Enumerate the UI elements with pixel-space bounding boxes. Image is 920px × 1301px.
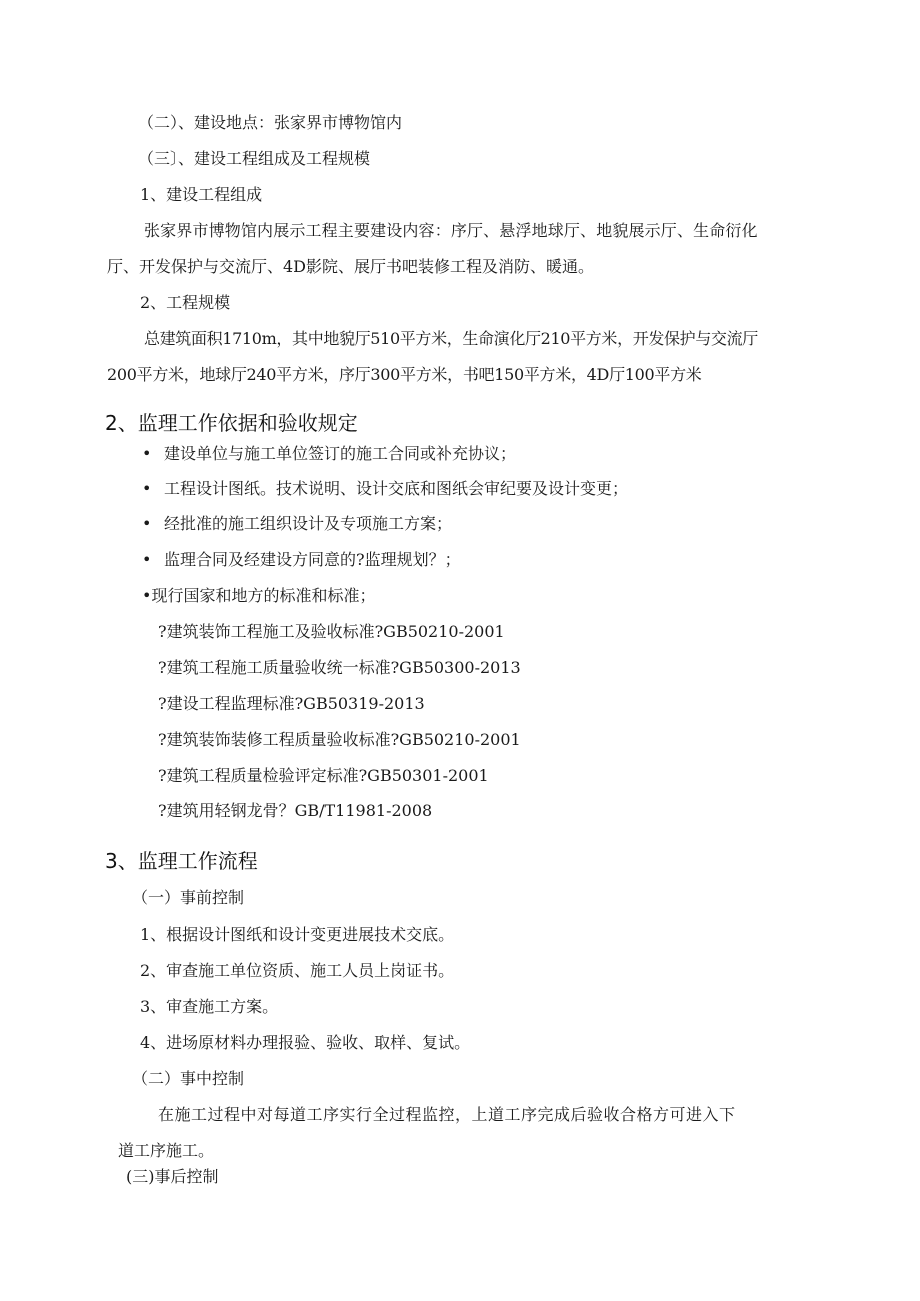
- list-item-text: 经批准的施工组织设计及专项施工方案；: [164, 514, 453, 533]
- composition-body-line1: 张家界市博物馆内展示工程主要建设内容：序厅、悬浮地球厅、地貌展示厅、生命衍化: [144, 221, 758, 240]
- standard-item: ?建筑工程质量检验评定标准?GB50301-2001: [158, 766, 489, 785]
- list-item: [142, 444, 516, 464]
- mid-control-body-line2: 道工序施工。: [118, 1141, 215, 1160]
- list-item: [142, 479, 628, 499]
- scale-body-line1: 总建筑面积1710m，其中地貌厅510平方米，生命演化厅210平方米，开发保护与交流厅: [144, 329, 758, 348]
- composition-subtitle: 1、建设工程组成: [140, 185, 263, 204]
- list-item: [142, 514, 452, 534]
- list-item-text: 监理合同及经建设方同意的?监理规划？；: [164, 550, 461, 569]
- composition-scale-title: （三〕、建设工程组成及工程规模: [138, 149, 371, 168]
- mid-control-title: （二）事中控制: [132, 1069, 245, 1088]
- list-item-text: 建设单位与施工单位签订的施工合同或补充协议；: [164, 444, 517, 463]
- list-item: [142, 550, 461, 570]
- list-item: 1、根据设计图纸和设计变更进展技术交底。: [140, 925, 455, 944]
- standard-item: ?建筑装饰装修工程质量验收标准?GB50210-2001: [158, 730, 521, 749]
- construction-location: （二）、建设地点：张家界市博物馆内: [138, 113, 403, 132]
- standard-item: ?建筑工程施工质量验收统一标准?GB50300-2013: [158, 658, 521, 677]
- standard-item: ?建筑装饰工程施工及验收标准?GB50210-2001: [158, 622, 505, 641]
- bullet-icon: •: [142, 479, 152, 498]
- bullet-icon: •: [142, 550, 152, 569]
- list-item: 4、进场原材料办理报验、验收、取样、复试。: [140, 1033, 471, 1052]
- bullet-icon: •: [142, 444, 152, 463]
- mid-control-body-line1: 在施工过程中对每道工序实行全过程监控，上道工序完成后验收合格方可进入下: [158, 1105, 736, 1124]
- pre-control-title: （一）事前控制: [132, 888, 245, 907]
- composition-body-line2: 厅、开发保护与交流厅、4D影院、展厅书吧装修工程及消防、暖通。: [107, 257, 595, 276]
- bullet-icon: •: [142, 514, 152, 533]
- list-item-text: 工程设计图纸。技术说明、设计交底和图纸会审纪要及设计变更；: [164, 479, 629, 498]
- section-3-heading: 3、监理工作流程: [105, 849, 258, 873]
- standards-intro: •现行国家和地方的标准和标准；: [142, 586, 376, 605]
- post-control-title: (三)事后控制: [126, 1167, 219, 1186]
- scale-subtitle: 2、工程规模: [140, 293, 231, 312]
- standard-item: ?建设工程监理标准?GB50319-2013: [158, 694, 425, 713]
- scale-body-line2: 200平方米，地球厅240平方米，序厅300平方米，书吧150平方米，4D厅100平方米: [107, 365, 702, 384]
- list-item: 2、审查施工单位资质、施工人员上岗证书。: [140, 961, 455, 980]
- standard-item: ?建筑用轻钢龙骨？GB/T11981-2008: [158, 801, 433, 820]
- section-2-heading: 2、监理工作依据和验收规定: [105, 411, 358, 435]
- list-item: 3、审查施工方案。: [140, 997, 279, 1016]
